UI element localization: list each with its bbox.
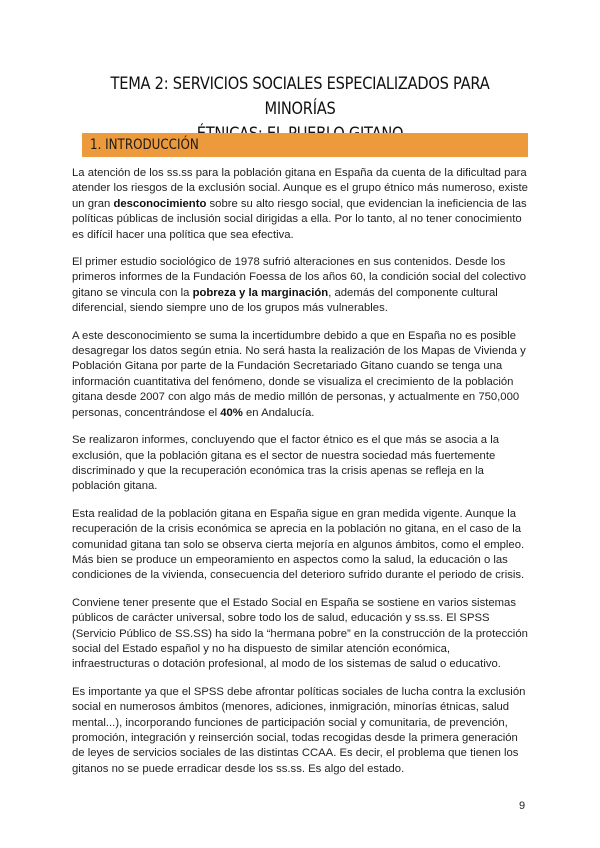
title-line-1: TEMA 2: SERVICIOS SOCIALES ESPECIALIZADOS PARA MINORÍAS: [110, 74, 490, 119]
paragraph-7: Es importante ya que el SPSS debe afrontar políticas sociales de lucha contra la exclusión social en numerosos ámbitos (menores, adiciones, inmigración, minorías étnicas, salud mental...), incorporando funciones de participación social y comunitaria, de prevención, promoción, integración y reinserción social, todas recogidas desde la primera generación de leyes de servicios sociales de las distintas CCAA. Es decir, el problema que tienen los gitanos no se puede erradicar desde los ss.ss. Es algo del estado.: [72, 685, 526, 775]
section-heading-introduccion: 1. INTRODUCCIÓN: [90, 137, 199, 153]
paragraph-1-text-a: La atención de los ss.ss para la población gitana en España da cuenta de la dificultad para atender los riesgos de la exclusión social. Aunque es el grupo étnico más numeroso, existe un gran: [72, 167, 528, 210]
paragraph-2-bold: pobreza y la marginación: [192, 286, 329, 299]
paragraph-2-text-a: El primer estudio sociológico de 1978 sufrió alteraciones en sus contenidos. Desde los primeros informes de la Fundación Foessa de los años 60, la condición social del colectivo gitano se vincula con la: [72, 256, 526, 299]
paragraph-1-text-c: sobre su alto riesgo social, que evidencian la ineficiencia de las políticas públicas de inclusión social dirigidas a ella. Por lo tanto, al no tener conocimiento es difícil hacer una política que sea efectiva.: [72, 197, 527, 241]
paragraph-1: [72, 166, 530, 243]
paragraph-3-text-a: A este desconocimiento se suma la incertidumbre debido a que en España no es posible desagregar los datos según etnia. No será hasta la realización de los Mapas de Vivienda y Población Gitana por parte de la Fundación Secretariado Gitano cuando se tenga una información cuantitativa del fenómeno, donde se visualiza el crecimiento de la población gitana desde 2007 con algo más de medio millón de personas, y actualmente en 750,000 personas, concentrándose el: [72, 329, 526, 419]
paragraph-1-bold: desconocimiento: [113, 197, 207, 210]
paragraph-2-text-c: , además del componente cultural diferencial, siendo siempre uno de los grupos más vulnerables.: [72, 286, 498, 315]
paragraph-3-bold: 40%: [220, 406, 243, 419]
paragraph-6: Conviene tener presente que el Estado Social en España se sostiene en varios sistemas públicos de carácter universal, sobre todo los de salud, educación y ss.ss. El SPSS (Servicio Público de SS.SS) ha sido la “hermana pobre” en la construcción de la protección social del Estado español y no ha dispuesto de similar atención económica, infraestructuras o dotación profesional, al modo de los sistemas de salud o educativo.: [72, 596, 528, 671]
paragraph-3-text-c: en Andalucía.: [242, 406, 315, 419]
paragraph-3: [72, 329, 530, 421]
page-number: 9: [519, 800, 526, 812]
paragraph-5: Esta realidad de la población gitana en España sigue en gran medida vigente. Aunque la recuperación de la crisis económica se aprecia en la población no gitana, en el caso de la comunidad gitana tan solo se observa cierta mejoría en algunos ámbitos, como el empleo. Más bien se produce un empeoramiento en aspectos como la salud, la educación o las condiciones de la vivienda, consecuencia del deterioro sufrido durante el periodo de crisis.: [72, 507, 525, 582]
section-heading-bar: [82, 133, 528, 157]
paragraph-2: [72, 255, 530, 317]
body-text: [72, 166, 530, 789]
paragraph-4: Se realizaron informes, concluyendo que el factor étnico es el que más se asocia a la exclusión, que la población gitana es el sector de nuestra sociedad más fuertemente discriminado y que la recuperación económica tras la crisis apenas se refleja en la población gitana.: [72, 434, 500, 493]
